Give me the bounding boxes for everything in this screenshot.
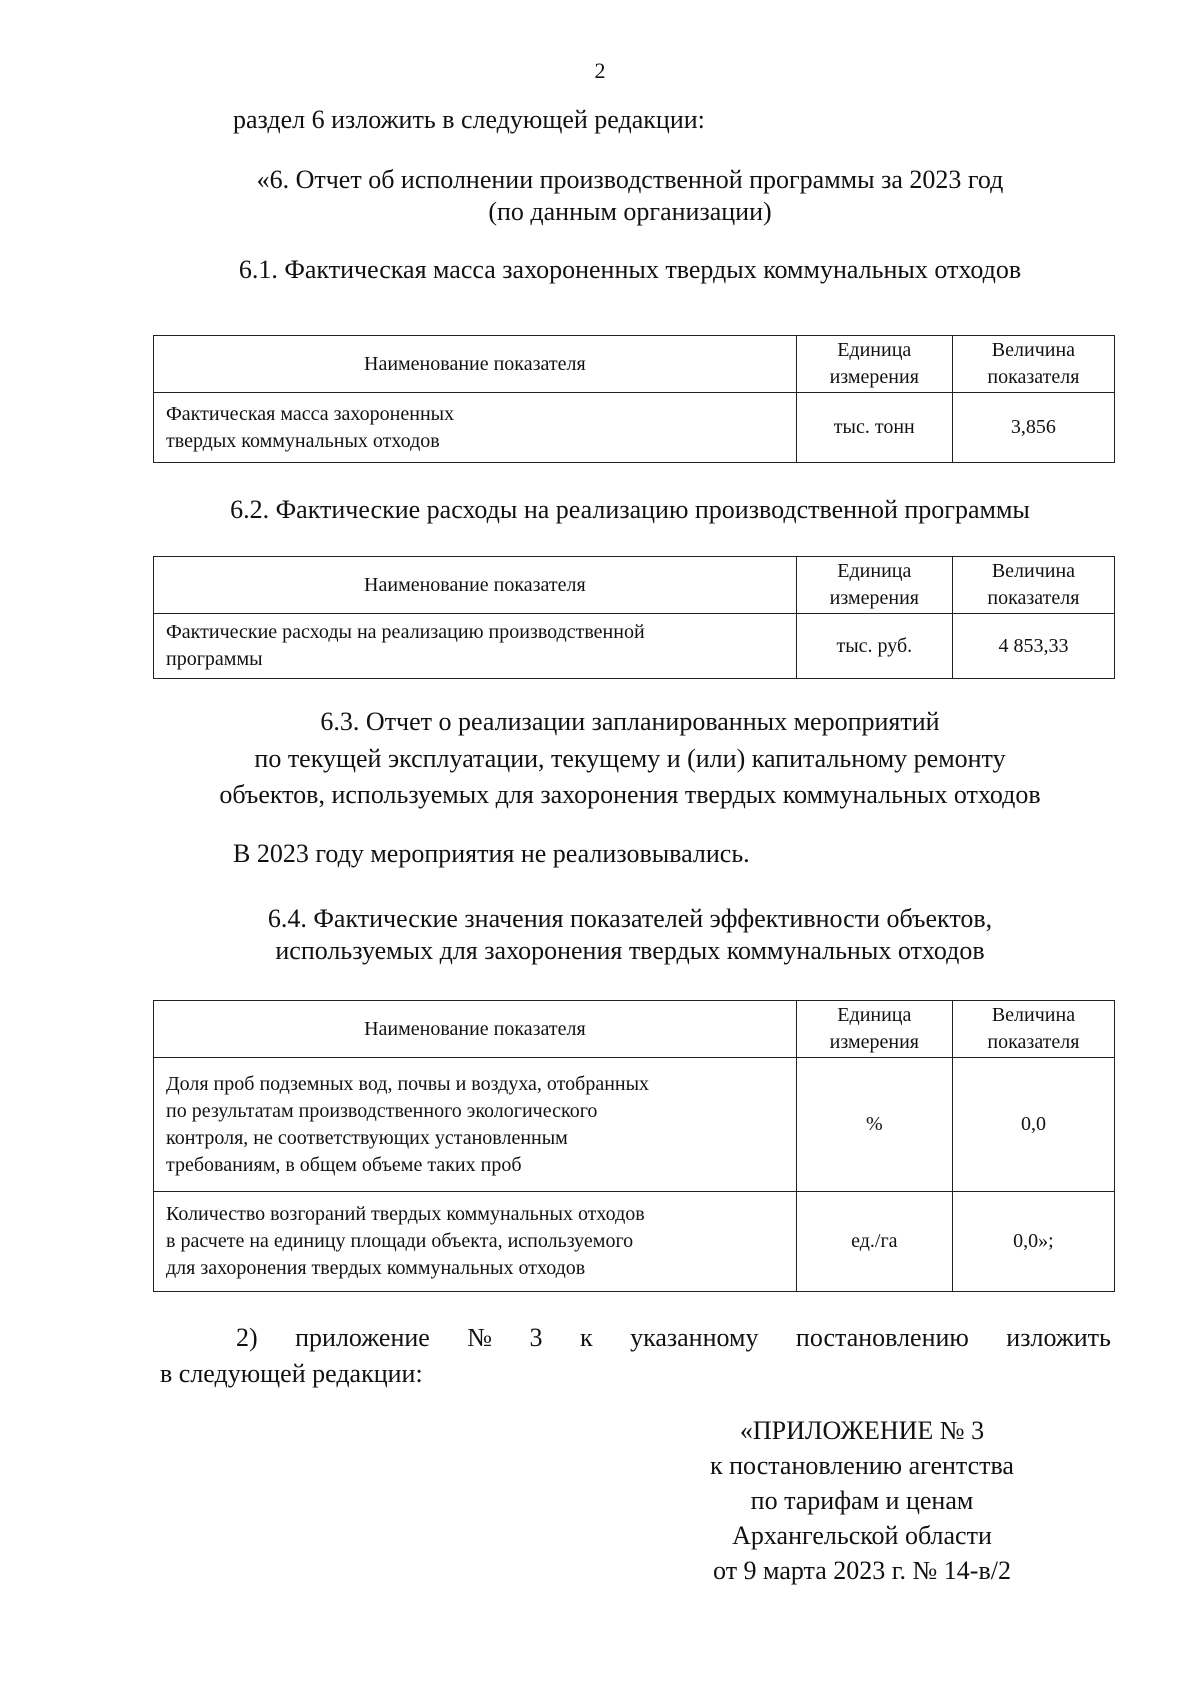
indicator-unit: ед./га: [796, 1192, 952, 1292]
header-value: Величина показателя: [952, 336, 1114, 393]
indicator-name: Доля проб подземных вод, почвы и воздуха, отобранных по результатам производственного экологического контроля, не соответствующих установленным требованиям, в общем объеме таких проб: [154, 1058, 797, 1192]
item-2-word: постановлению: [795, 1323, 969, 1352]
intro-text: раздел 6 изложить в следующей редакции:: [233, 105, 705, 134]
indicator-unit: %: [796, 1058, 952, 1192]
section-6-title: «6. Отчет об исполнении производственной программы за 2023 год: [256, 165, 1004, 194]
item-2-word: к: [579, 1323, 593, 1352]
table-header-row: [154, 557, 1115, 614]
indicator-name: Фактические расходы на реализацию производственной программы: [154, 614, 797, 679]
indicator-name: Фактическая масса захороненных твердых коммунальных отходов: [154, 393, 797, 463]
header-name: Наименование показателя: [154, 557, 797, 614]
header-name: Наименование показателя: [154, 1001, 797, 1058]
header-unit: Единица измерения: [796, 336, 952, 393]
section-6-subtitle: (по данным организации): [488, 197, 772, 226]
annex-line: к постановлению агентства: [710, 1451, 1014, 1480]
item-2-word: 3: [529, 1323, 543, 1352]
item-2-word: №: [467, 1323, 493, 1352]
section-6-2-title: 6.2. Фактические расходы на реализацию производственной программы: [230, 495, 1030, 524]
annex-line: Архангельской области: [732, 1521, 992, 1550]
annex-title: «ПРИЛОЖЕНИЕ № 3: [739, 1416, 985, 1445]
section-6-3-title-2: по текущей эксплуатации, текущему и (или) капитальному ремонту: [254, 744, 1006, 773]
indicator-value: 3,856: [952, 393, 1114, 463]
table-row: [154, 1058, 1115, 1192]
indicator-name: Количество возгораний твердых коммунальных отходов в расчете на единицу площади объекта, используемого для захоронения твердых коммунальных отходов: [154, 1192, 797, 1292]
annex-line: по тарифам и ценам: [750, 1486, 974, 1515]
section-6-1-title: 6.1. Фактическая масса захороненных твердых коммунальных отходов: [238, 255, 1022, 284]
header-unit: Единица измерения: [796, 1001, 952, 1058]
section-6-4-title-2: используемых для захоронения твердых коммунальных отходов: [275, 936, 985, 965]
annex-block: [662, 1413, 1062, 1588]
item-2-word: указанному: [630, 1323, 759, 1352]
item-2-word: 2): [236, 1323, 258, 1352]
indicator-value: 4 853,33: [952, 614, 1114, 679]
indicator-unit: тыс. руб.: [796, 614, 952, 679]
table-header-row: [154, 1001, 1115, 1058]
item-2-line-2: в следующей редакции:: [160, 1359, 423, 1388]
page-number: 2: [594, 58, 606, 83]
header-value: Величина показателя: [952, 1001, 1114, 1058]
table-6-4: [153, 1000, 1115, 1292]
section-6-4-title: 6.4. Фактические значения показателей эффективности объектов,: [267, 904, 993, 933]
table-6-1: [153, 335, 1115, 463]
header-unit: Единица измерения: [796, 557, 952, 614]
table-row: [154, 1192, 1115, 1292]
item-2-word: изложить: [1006, 1323, 1111, 1352]
section-6-3-note: В 2023 году мероприятия не реализовывались.: [233, 839, 750, 868]
table-header-row: [154, 336, 1115, 393]
section-6-3-title-3: объектов, используемых для захоронения твердых коммунальных отходов: [219, 780, 1041, 809]
item-2-word: приложение: [295, 1323, 430, 1352]
item-2-line: [236, 1322, 1111, 1354]
table-row: [154, 614, 1115, 679]
section-6-3-title: 6.3. Отчет о реализации запланированных мероприятий: [320, 707, 940, 736]
indicator-unit: тыс. тонн: [796, 393, 952, 463]
indicator-value: 0,0»;: [952, 1192, 1114, 1292]
table-6-2: [153, 556, 1115, 679]
indicator-value: 0,0: [952, 1058, 1114, 1192]
header-name: Наименование показателя: [154, 336, 797, 393]
header-value: Величина показателя: [952, 557, 1114, 614]
annex-date: от 9 марта 2023 г. № 14-в/2: [713, 1556, 1011, 1585]
table-row: [154, 393, 1115, 463]
